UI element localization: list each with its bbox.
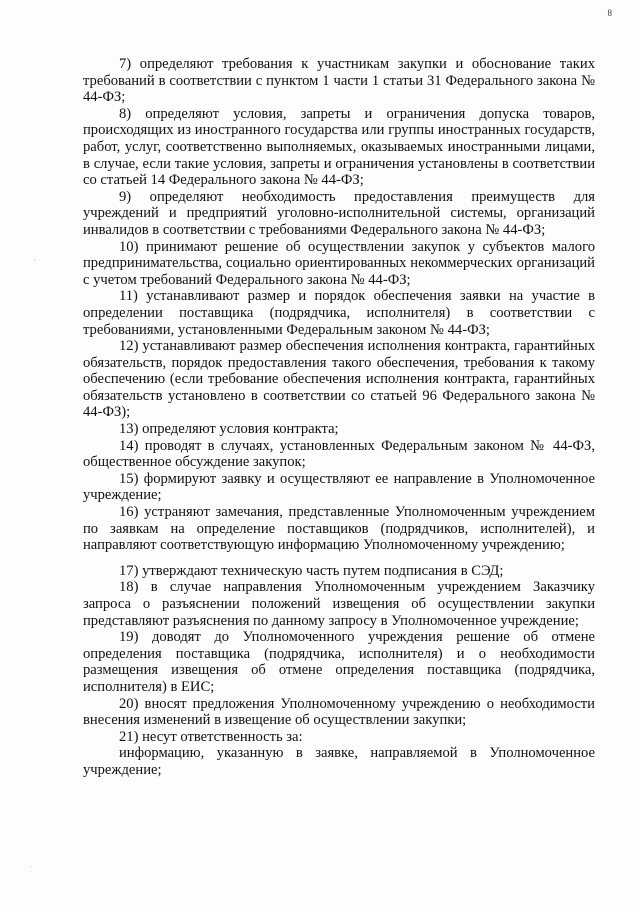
paragraph-item-10: 10) принимают решение об осуществлении закупок у субъектов малого предпринимательства, социально ориентированных некоммерческих организаций с учетом требований Федерального закона № 44-ФЗ; bbox=[83, 238, 595, 288]
scan-speck bbox=[34, 260, 35, 261]
document-body bbox=[83, 56, 595, 779]
paragraph-item-21: 21) несут ответственность за: bbox=[119, 728, 303, 745]
paragraph-item-9: 9) определяют необходимость предоставления преимуществ для учреждений и предприятий уголовно-исполнительной системы, организаций инвалидов в соответствии с требованиями Федерального закона № 44-ФЗ; bbox=[83, 188, 595, 238]
paragraph-item-11: 11) устанавливают размер и порядок обеспечения заявки на участие в определении поставщика (подрядчика, исполнителя) в соответствии с требованиями, установленными Федеральным законом № 44-ФЗ; bbox=[83, 288, 595, 338]
paragraph-sub-item: информацию, указанную в заявке, направляемой в Уполномоченное учреждение; bbox=[83, 745, 595, 778]
paragraph-item-13: 13) определяют условия контракта; bbox=[119, 421, 339, 438]
paragraph-item-14: 14) проводят в случаях, установленных Федеральным законом № 44-ФЗ, общественное обсуждение закупок; bbox=[83, 437, 595, 471]
paragraph-item-12: 12) устанавливают размер обеспечения исполнения контракта, гарантийных обязательств, порядок предоставления такого обеспечения, требования к такому обеспечению (если требование обеспечения исполнения контракта, гарантийных обязательств установлено в соответствии со статьей 96 Федерального закона № 44-ФЗ); bbox=[83, 338, 595, 421]
paragraph-item-15: 15) формируют заявку и осуществляют ее направление в Уполномоченное учреждение; bbox=[83, 470, 595, 504]
paragraph-item-7: 7) определяют требования к участникам закупки и обоснование таких требований в соответствии с пунктом 1 части 1 статьи 31 Федерального закона № 44-ФЗ; bbox=[83, 56, 595, 106]
paragraph-item-20: 20) вносят предложения Уполномоченному учреждению о необходимости внесения изменений в извещение об осуществлении закупки; bbox=[83, 695, 595, 729]
paragraph-item-18: 18) в случае направления Уполномоченным учреждением Заказчику запроса о разъяснении положений извещения об осуществлении закупки представляют разъяснения по данному запросу в Уполномоченное учреждение; bbox=[83, 579, 595, 629]
paragraph-item-8: 8) определяют условия, запреты и ограничения допуска товаров, происходящих из иностранного государства или группы иностранных государств, работ, услуг, соответственно выполняемых, оказываемых иностранными лицами, в случае, если такие условия, запреты и ограничения установлены в соответствии со статьей 14 Федерального закона № 44-ФЗ; bbox=[83, 105, 595, 189]
scan-speck bbox=[30, 866, 31, 867]
paragraph-item-16: 16) устраняют замечания, представленные Уполномоченным учреждением по заявкам на определение поставщиков (подрядчиков, исполнителей), и направляют соответствующую информацию Уполномоченному учреждению; bbox=[83, 504, 595, 554]
paragraph-item-17: 17) утверждают техническую часть путем подписания в СЭД; bbox=[119, 562, 504, 579]
paragraph-item-19: 19) доводят до Уполномоченного учреждения решение об отмене определения поставщика (подрядчика, исполнителя) и о необходимости размещения извещения об отмене определения поставщика (подрядчика, исполнителя) в ЕИС; bbox=[83, 629, 595, 695]
paragraph-gap bbox=[83, 554, 595, 563]
page-number: 8 bbox=[607, 8, 612, 18]
